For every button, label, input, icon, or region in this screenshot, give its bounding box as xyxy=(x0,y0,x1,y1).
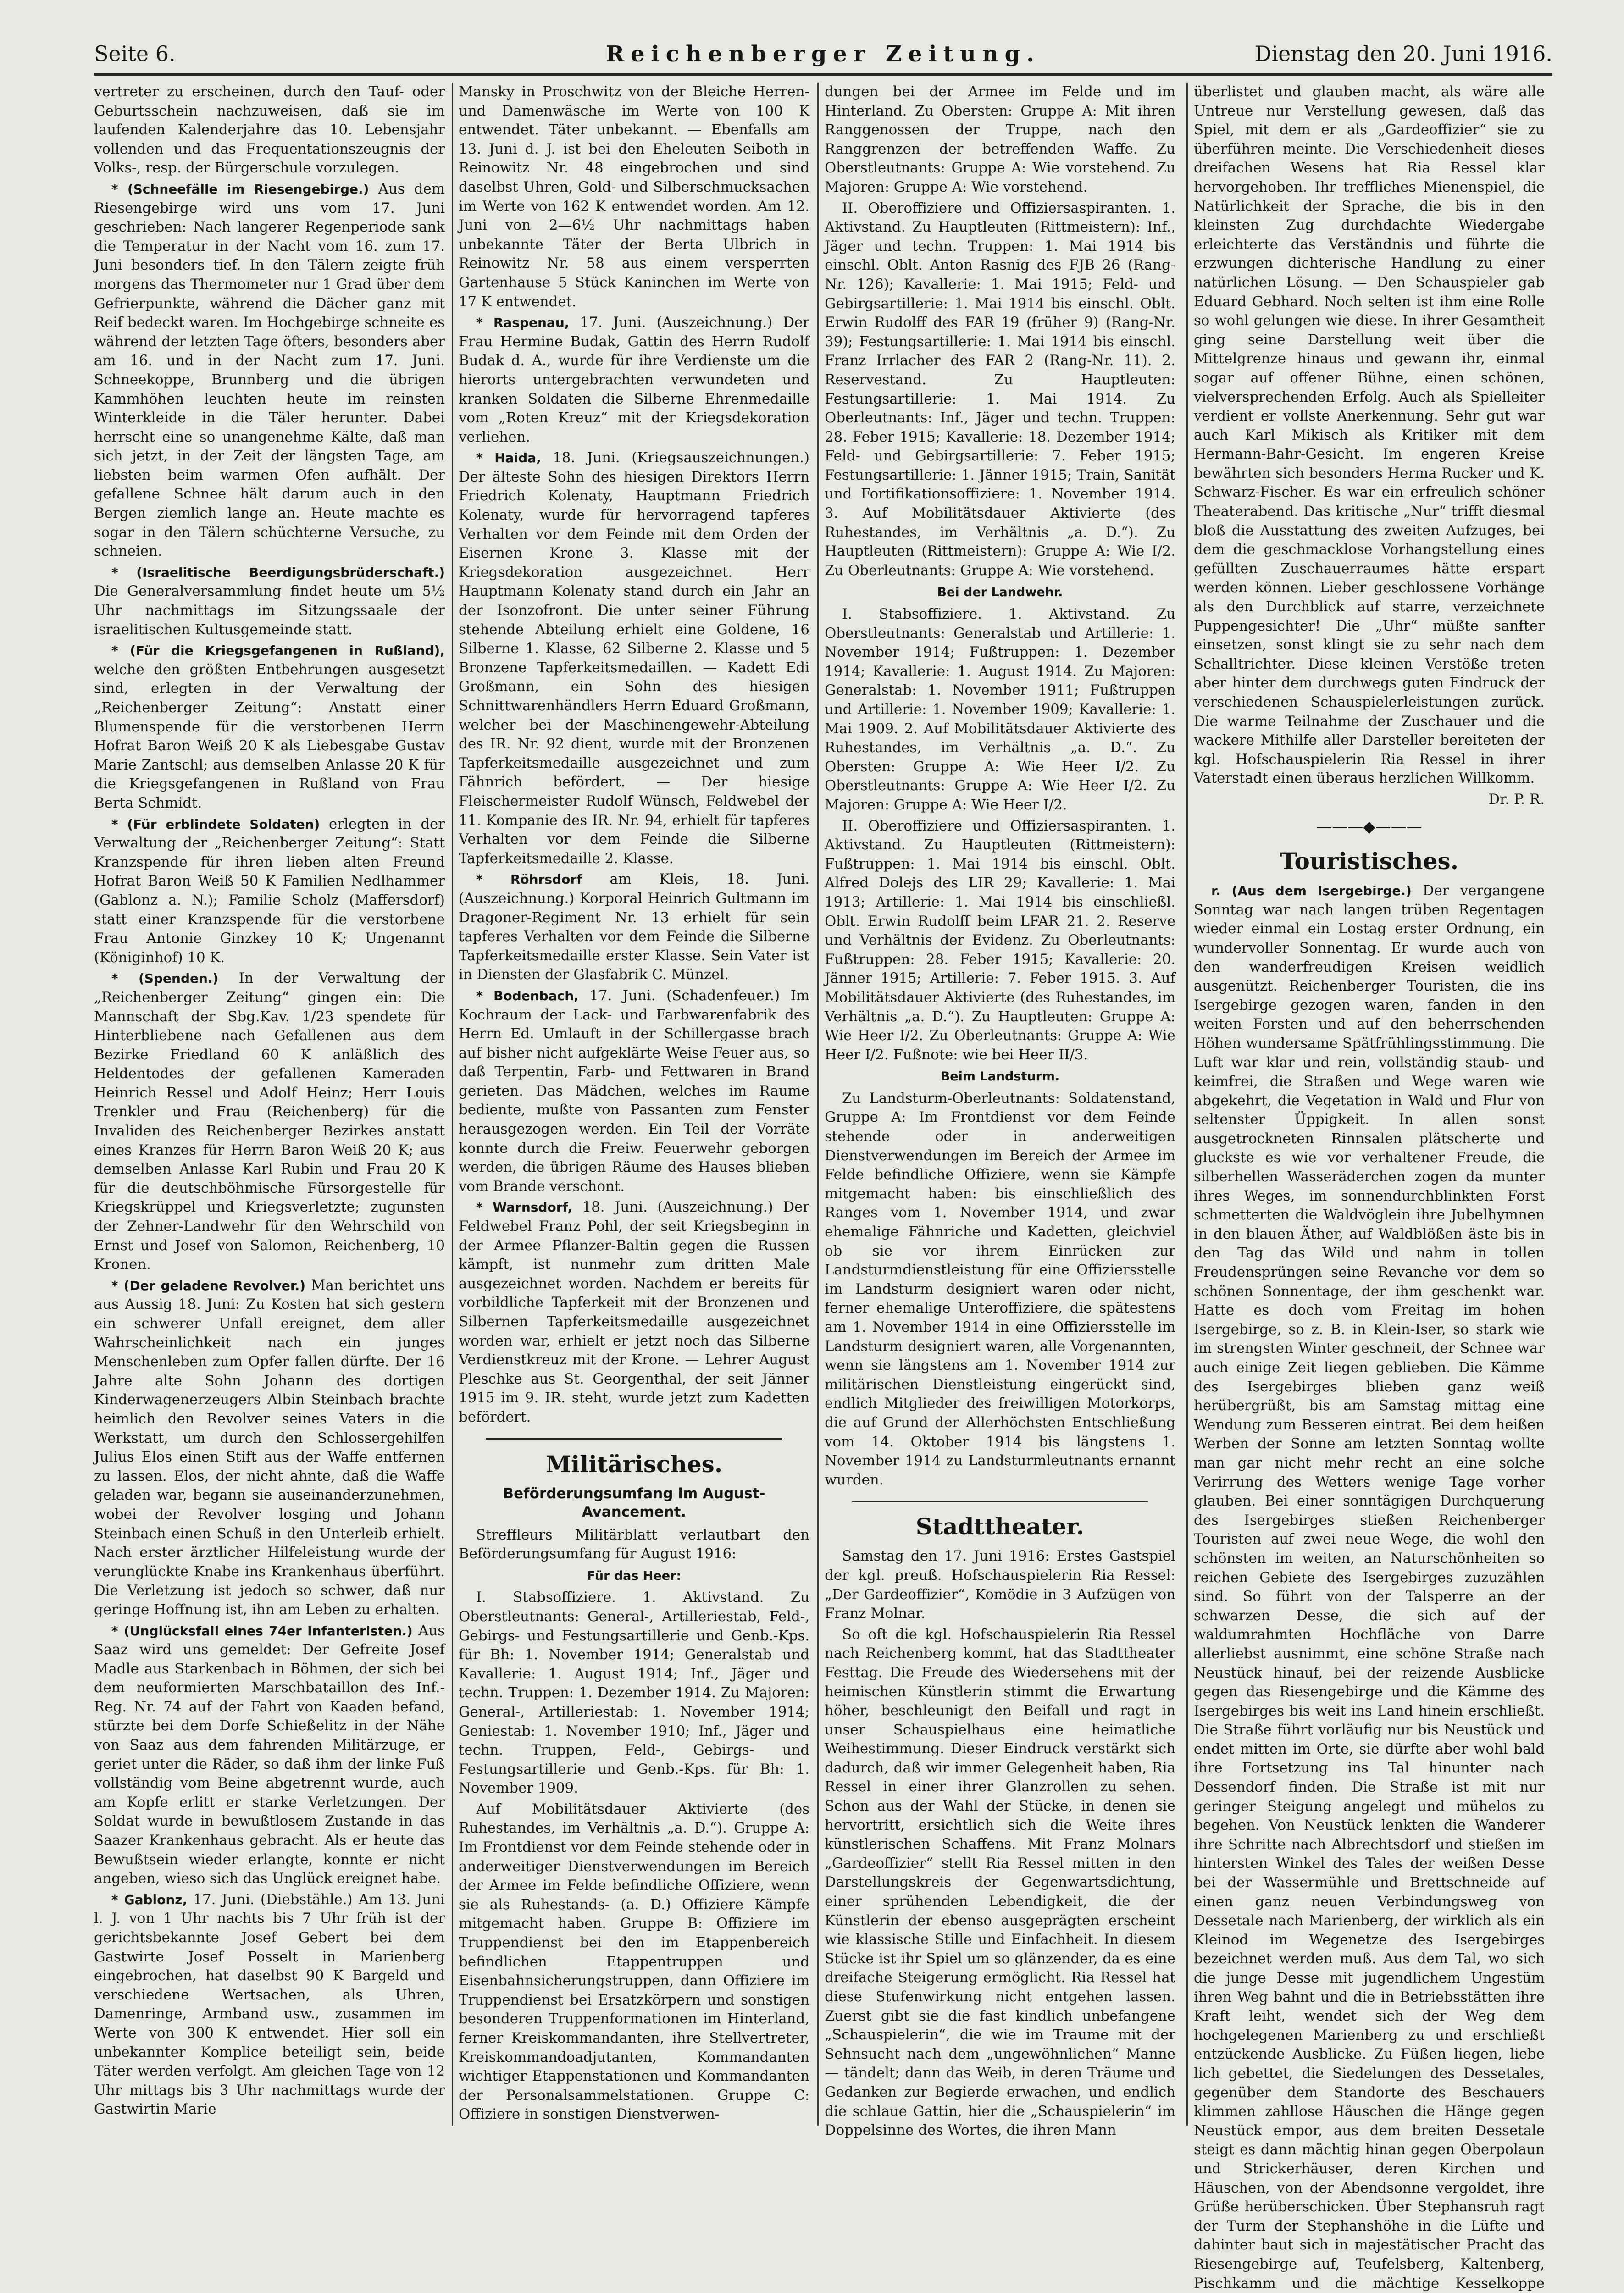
article-headline: * (Unglücksfall eines 74er Infanteristen.) xyxy=(111,1623,413,1639)
paragraph: I. Stabsoffiziere. 1. Aktivstand. Zu Oberstleutnants: Generalstab und Artillerie: 1. November 1914; Fußtruppen: 1. Dezember 1914; Kavallerie: 1. August 1914. Zu Majoren: Generalstab: 1. November 1911; Fußtruppen und Artillerie: 1. November 1909; Kavallerie: 1. Mai 1909. 2. Auf Mobilitätsdauer Aktivierte des Ruhestandes, im Verhältnis „a. D.“. Zu Obersten: Gruppe A: Wie Heer I/2. Zu Oberstleutnants: Gruppe A: Wie Heer I/2. Zu Majoren: Gruppe A: Wie Heer I/2. xyxy=(825,606,1175,813)
article-headline: * (Der geladene Revolver.) xyxy=(111,1278,306,1293)
article-body: Aus Saaz wird uns gemeldet: Der Gefreite Josef Madle aus Starkenbach in Böhmen, der sich bei dem neuformierten Marschbataillon des Inf.-Reg. Nr. 74 auf der Fahrt von Kaaden befand, stürzte bei dem Dorfe Schießelitz in der Nähe von Saaz aus dem fahrenden Militärzuge, er geriet unter die Räder, so daß ihm der linke Fuß vollständig vom Beine abgetrennt wurde, auch am Kopfe erlitt er starke Verletzungen. Der Soldat wurde in bewußtlosem Zustande in das Saazer Krankenhaus gebracht. Als er heute das Bewußtsein wieder erlangte, konnte er nicht angeben, wieso sich das Unglück ereignet habe. xyxy=(94,1622,445,1887)
paragraph: I. Stabsoffiziere. 1. Aktivstand. Zu Oberstleutnants: General-, Artilleriestab, Feld-, Gebirgs- und Festungsartillerie und Genb.-Kps. für Bh: 1. November 1914; Generalstab und Kavallerie: 1. August 1914; Inf., Jäger und techn. Truppen: 1. Dezember 1914. Zu Majoren: General-, Artilleriestab: 1. November 1914; Geniestab: 1. November 1910; Inf., Jäger und techn. Truppen, Feld-, Gebirgs- und Festungsartillerie und Genb.-Kps. für Bh: 1. November 1909. xyxy=(459,1589,809,1797)
article-roehrsdorf xyxy=(459,870,809,985)
paragraph: Samstag den 17. Juni 1916: Erstes Gastspiel der kgl. preuß. Hofschauspielerin Ria Ressel: „Der Gardeoffizier“, Komödie in 3 Aufzügen von Franz Molnar. xyxy=(825,1548,1175,1622)
article-body: 17. Juni. (Diebstähle.) Am 13. Juni l. J. von 1 Uhr nachts bis 7 Uhr früh ist der gerichtsbekannte Josef Gebert bei dem Gastwirte Josef Posselt in Marienberg eingebrochen, hat daselbst 90 K Bargeld und verschiedene Wertsachen, als Uhren, Damenringe, Armband usw., zusammen im Werte von 300 K entwendet. Hier soll ein unbekannter Komplice beteiligt sein, beide Täter werden verfolgt. Am gleichen Tage von 12 Uhr mittags bis 3 Uhr nachmittags wurde der Gastwirtin Marie xyxy=(94,1891,445,2118)
paragraph: Auf Mobilitätsdauer Aktivierte (des Ruhestandes, im Verhältnis „a. D.“). Gruppe A: Im Frontdienst vor dem Feinde stehende oder in anderweitiger Dienstverwendungen im Bereich der Armee im Felde befindliche Offiziere, wenn sie als Ruhestands- (a. D.) Offiziere Kämpfe mitgemacht haben. Gruppe B: Offiziere im Truppendienst bei den im Etappenbereich befindlichen Etappentruppen und Eisenbahnsicherungstruppen, dann Offiziere im Truppendienst bei Ersatzkörpern und sonstigen besonderen Truppenformationen im Hinterland, ferner Kreiskommandanten, ihre Stellvertreter, Kreiskommandoadjutanten, Kommandanten wichtiger Etappenstationen und Kommandanten der Personalsammelstationen. Gruppe C: Offiziere in sonstigen Dienstverwen- xyxy=(459,1800,809,2123)
column-4 xyxy=(1194,83,1545,2292)
article-bodenbach xyxy=(459,986,809,1196)
paragraph: So oft die kgl. Hofschauspielerin Ria Ressel nach Reichenberg kommt, hat das Stadttheater Festtag. Die Freude des Wiedersehens mit der heimischen Künstlerin stimmt die Erwartung höher, beschleunigt den Beifall und ragt in unser Schauspielhaus eine heimatliche Weihestimmung. Dieser Eindruck verstärkt sich dadurch, daß wir immer Gelegenheit haben, Ria Ressel in einer ihrer Glanzrollen zu sehen. Schon aus der Wahl der Stücke, in denen sie hervortritt, ersichtlich sich die Weite ihres künstlerischen Schaffens. Mit Franz Molnars „Gardeoffizier“ stellt Ria Ressel mitten in den Darstellungskreis der Gegenwartsdichtung, einer sprühenden Lebendigkeit, die der Künstlerin der ebenso ausgeprägten erscheint wie klassische Stille und Einfachheit. In diesem Stücke ist ihr Spiel um so glänzender, da es eine dreifache Steigerung ermöglicht. Ria Ressel hat diese Stufenwirkung nicht entgehen lassen. Zuerst gibt sie die fast kindlich unbefangene „Schauspielerin“, die wie im Traume mit der Sehnsucht nach dem „ungewöhnlichen“ Manne — tändelt; dann das Weib, in deren Träume und Gedanken zur Begierde erwachen, und endlich die schlaue Gattin, hier die „Schauspielerin“ im Doppelsinne des Wortes, die ihren Mann xyxy=(825,1626,1175,2139)
subheading-army: Für das Heer: xyxy=(587,1568,682,1583)
subheading-promotions: Beförderungsumfang im August-Avancement. xyxy=(503,1485,765,1520)
article-warnsdorf xyxy=(459,1198,809,1427)
article-headline: * Warnsdorf, xyxy=(476,1200,572,1215)
article-pow-russia xyxy=(94,641,445,813)
article-isergebirge xyxy=(1194,881,1545,2293)
section-divider xyxy=(486,1438,782,1440)
paragraph: Zu Landsturm-Oberleutnants: Soldatenstand, Gruppe A: Im Frontdienst vor dem Feinde stehende oder in anderweitigen Dienstverwendungen im Bereich der Armee im Felde befindliche Offiziere, wenn sie Kämpfe mitgemacht haben: bis einschließlich des Ranges vom 1. November 1914, und zwar ehemalige Fähnriche und Kadetten, gleichviel ob sie vor ihrem Einrücken zur Landsturmdienstleistung für eine Offiziersstelle im Landsturm designiert waren oder nicht, ferner ehemalige Unteroffiziere, die spätestens am 1. November 1914 in eine Offiziersstelle im Landsturm designiert waren, alle Vorgenannten, wenn sie längstens am 1. November 1914 zur militärischen Dienstleistung eingerückt sind, endlich Mitglieder des freiwilligen Motorkorps, die auf Grund der Allerhöchsten Entschließung vom 14. Oktober 1914 bis längstens 1. November 1914 zu Landsturmleutnants ernannt wurden. xyxy=(825,1090,1175,1488)
column-rule xyxy=(452,83,453,2126)
article-haida xyxy=(459,449,809,868)
article-gablonz xyxy=(94,1890,445,2119)
masthead xyxy=(94,41,1552,76)
section-heading-touristic: Touristisches. xyxy=(1280,847,1459,875)
column-rule xyxy=(1186,83,1188,2126)
section-heading-military: Militärisches. xyxy=(545,1450,723,1478)
paragraph: II. Oberoffiziere und Offiziersaspiranten. 1. Aktivstand. Zu Hauptleuten (Rittmeistern): Inf., Jäger und techn. Truppen: 1. Mai 1914 bis einschl. Oblt. Anton Rasnig des FJB 26 (Rang-Nr. 126); Kavallerie: 1. Mai 1915; Feld- und Gebirgsartillerie: 1. Mai 1914 bis einschl. Oblt. Erwin Rudolff des FAR 19 (früher 9) (Rang-Nr. 39); Festungsartillerie: 1. Mai 1914 bis einschl. Franz Irrlacher des FAR 2 (Rang-Nr. 11). 2. Reservestand. Zu Hauptleuten: Festungsartillerie: 1. Mai 1914. Zu Oberleutnants: Inf., Jäger und techn. Truppen: 28. Feber 1915; Kavallerie: 18. Dezember 1914; Feld- und Gebirgsartillerie: 7. Feber 1915; Festungsartillerie: 1. Jänner 1915; Train, Sanität und Fortifikationsoffiziere: 1. November 1914. 3. Auf Mobilitätsdauer Aktivierte (des Ruhestandes, im Verhältnis „a. D.“). Zu Hauptleuten (Rittmeistern): Gruppe A: Wie I/2. Zu Oberleutnants: Gruppe A: Wie vorstehend. xyxy=(825,199,1175,579)
column-3 xyxy=(825,83,1175,2139)
article-revolver xyxy=(94,1276,445,1620)
column-1 xyxy=(94,83,445,2132)
article-continuation: Mansky in Proschwitz von der Bleiche Herren- und Damenwäsche im Werte von 100 K entwendet. Täter unbekannt. — Ebenfalls am 13. Juni d. J. ist bei den Eheleuten Seiboth in Reinowitz Nr. 48 eingebrochen und sind daselbst Uhren, Gold- und Silberschmucksachen im Werte von 162 K entwendet worden. Am 12. Juni von 2—6½ Uhr nachmittags haben unbekannte Täter der Berta Ulbrich in Reinowitz Nr. 58 aus einem versperrten Gartenhause 5 Stück Kaninchen im Werte von 17 K entwendet. xyxy=(459,83,809,310)
article-burial-society xyxy=(94,563,445,639)
issue-date: Dienstag den 20. Juni 1916. xyxy=(1254,41,1552,66)
article-headline: * (Israelitische Beerdigungsbrüderschaft.) xyxy=(111,565,445,580)
article-body: Aus dem Riesengebirge wird uns vom 17. Juni geschrieben: Nach langerer Regenperiode sank die Temperatur in der Nacht vom 16. zum 17. Juni besonders tief. In den Tälern zeigte früh morgens das Thermometer nur 1 Grad über dem Gefrierpunkte, während die Dächer ganz mit Reif bedeckt waren. Im Hochgebirge schneite es während der letzten Tage öfters, besonders aber am 16. und in der Nacht zum 17. Juni. Schneekoppe, Brunnberg und die übrigen Kammhöhen leuchten heute im reinsten Winterkleide in die Täler herunter. Dabei herrscht eine so unangenehme Kälte, daß man sich jetzt, in der Zeit der längsten Tage, am liebsten beim warmen Ofen aufhält. Der gefallene Schnee hält darum auch in den Bergen ziemlich lange an. Heute machte es sogar in den Tälern schüchterne Versuche, zu schneien. xyxy=(94,180,445,560)
article-body: erlegten in der Verwaltung der „Reichenberger Zeitung“: Statt Kranzspende für ihren lieben alten Freund Hofrat Baron Weiß 50 K Familien Nedlhammer (Gablonz a. N.); Familie Scholz (Maffersdorf) statt einer Kranzspende für die verstorbene Frau Antonie Ginzkey 10 K; Ungenannt (Königinhof) 10 K. xyxy=(94,815,445,966)
article-body: 18. Juni. (Kriegsauszeichnungen.) Der älteste Sohn des hiesigen Direktors Herrn Friedrich Kolenaty, Hauptmann Friedrich Kolenaty, wurde für hervorragend tapferes Verhalten vor dem Feinde mit dem Orden der Eisernen Krone 3. Klasse mit der Kriegsdekoration ausgezeichnet. Herr Hauptmann Kolenaty stand durch ein Jahr an der Isonzofront. Die unter seiner Führung stehende Abteilung erhielt eine Goldene, 16 Silberne 1. Klasse, 62 Silberne 2. Klasse und 5 Bronzene Tapferkeitsmedaillen. — Kadett Edi Großmann, ein Sohn des hiesigen Schnittwarenhändlers Herrn Eduard Großmann, welcher bei der Maschinengewehr-Abteilung des IR. Nr. 92 dient, wurde mit der Bronzenen Tapferkeitsmedaille ausgezeichnet und zum Fähnrich befördert. — Der hiesige Fleischermeister Rudolf Wünsch, Feldwebel der 11. Kompanie des IR. Nr. 94, erhielt für tapferes Verhalten vor dem Feinde die Silberne Tapferkeitsmedaille 2. Klasse. xyxy=(459,449,809,867)
section-divider xyxy=(852,1501,1148,1502)
article-body: am Kleis, 18. Juni. (Auszeichnung.) Korporal Heinrich Gultmann im Dragoner-Regiment Nr. 13 erhielt für sein tapferes Verhalten vor dem Feinde die Silberne Tapferkeitsmedaille erster Klasse. Sein Vater ist in Diensten der Glasfabrik C. Münzel. xyxy=(459,871,809,983)
page-number: Seite 6. xyxy=(94,41,176,66)
column-rule xyxy=(817,83,819,2126)
article-headline: * Bodenbach, xyxy=(476,988,579,1003)
article-body: 17. Juni. (Auszeichnung.) Der Frau Hermine Budak, Gattin des Herrn Rudolf Budak d. A., wurde für ihre Verdienste um die hierorts untergebrachten verwundeten und kranken Soldaten die Silberne Ehrenmedaille vom „Roten Kreuz“ mit der Kriegsdekoration verliehen. xyxy=(459,314,809,445)
subheading-landwehr: Bei der Landwehr. xyxy=(937,585,1063,600)
subheading-landsturm: Beim Landsturm. xyxy=(940,1069,1060,1084)
article-body: In der Verwaltung der „Reichenberger Zeitung“ gingen ein: Die Mannschaft der Sbg.Kav. 1/23 spendete für Hinterbliebene nach Gefallenen aus dem Bezirke Friedland 60 K anläßlich des Heldentodes der gefallenen Kameraden Heinrich Ressel und Adolf Heinz; Herr Louis Trenkler und Frau (Reichenberg) für die Invaliden des Reichenberger Bezirkes anstatt eines Kranzes für Herrn Baron Weiß 20 K; aus demselben Anlasse Karl Rubin und Frau 20 K für die deutschböhmische Fürsorgestelle für Kriegskrüppel und Kriegsverletzte; zugunsten der Zehner-Landwehr für den Wehrschild von Ernst und Josef von Salomon, Reichenberg, 10 Kronen. xyxy=(94,970,445,1273)
article-body: welche den größten Entbehrungen ausgesetzt sind, erlegten in der Verwaltung der „Reichenberger Zeitung“: Anstatt einer Blumenspende für die verstorbenen Herrn Hofrat Baron Weiß 20 K als Liebesgabe Gustav Marie Zantschl; aus demselben Anlasse 20 K für die Kriegsgefangenen in Rußland von Frau Berta Schmidt. xyxy=(94,661,445,811)
newspaper-title: Reichenberger Zeitung. xyxy=(606,41,1041,67)
article-headline: * Haida, xyxy=(476,450,541,466)
article-donations xyxy=(94,969,445,1274)
article-headline: * Röhrsdorf xyxy=(476,872,582,887)
column-2 xyxy=(459,83,809,2132)
paragraph: dungen bei der Armee im Felde und im Hinterland. Zu Obersten: Gruppe A: Mit ihren Ranggenossen der Truppe, nach den Ranggrenzen der betreffenden Waffe. Zu Oberstleutnants: Gruppe A: Wie vorstehend. Zu Majoren: Gruppe A: Wie vorstehend. xyxy=(825,83,1175,195)
paragraph: Streffleurs Militärblatt verlautbart den Beförderungsumfang für August 1916: xyxy=(459,1526,809,1562)
article-snowfall xyxy=(94,180,445,561)
article-headline: * (Schneefälle im Riesengebirge.) xyxy=(111,181,369,197)
ornament-divider: ———◆——— xyxy=(1316,817,1422,836)
article-headline: * (Für erblindete Soldaten) xyxy=(111,816,320,832)
article-accident xyxy=(94,1622,445,1889)
paragraph: II. Oberoffiziere und Offiziersaspiranten. 1. Aktivstand. Zu Hauptleuten (Rittmeistern): Fußtruppen: 1. Mai 1914 bis einschl. Oblt. Alfred Dolejs des LIR 29; Kavallerie: 1. Mai 1913; Artillerie: 1. Mai 1914 bis einschließl. Oblt. Erwin Rudolff beim LFAR 21. 2. Reserve und Verhältnis der Evidenz. Zu Oberleutnants: Fußtruppen: 28. Feber 1915; Kavallerie: 20. Jänner 1915; Artillerie: 7. Feber 1915. 3. Auf Mobilitätsdauer Aktivierte (des Ruhestandes, im Verhältnis „a. D.“). Zu Hauptleuten: Gruppe A: Wie Heer I/2. Zu Oberleutnants: Gruppe A: Wie Heer I/2. Fußnote: wie bei Heer II/3. xyxy=(825,817,1175,1063)
article-headline: r. (Aus dem Isergebirge.) xyxy=(1211,883,1412,899)
author-signature: Dr. P. R. xyxy=(1488,791,1545,808)
paragraph: überlistet und glauben macht, als wäre alle Untreue nur Verstellung gewesen, daß das Spiel, mit dem er als „Gardeoffizier“ sie zu überführen meinte. Die Verschiedenheit dieses dreifachen Wesens hat Ria Ressel klar hervorgehoben. Ihr treffliches Mienenspiel, die Natürlichkeit der Sprache, die bis in den kleinsten Zug durchdachte Wiedergabe erleichterte das Verständnis und führte die erzwungen dichterische Handlung zu einer natürlichen Lösung. — Den Schauspieler gab Eduard Gebhard. Noch selten ist ihm eine Rolle so wohl gelungen wie diese. In ihrer Gesamtheit ging seine Darstellung weit über die Mittelgrenze hinaus und gewann ihr, einmal sogar auf offener Bühne, einen schönen, vielversprechenden Erfolg. Auch als Spielleiter verdient er vollste Anerkennung. Sehr gut war auch Karl Mikisch als Kritiker mit dem Hermann-Bahr-Gesicht. Im engeren Kreise bewährten sich besonders Herma Rucker und K. Schwarz-Fischer. Es war ein erfreulich schöner Theaterabend. Das kritische „Nur“ trifft diesmal bloß die Ausstattung des zweiten Aufzuges, bei dem die geschmacklose Vorhangstellung eines gefüllten Zuschauerraumes hätte erspart werden können. Lieber geschlossene Vorhänge als den Durchblick auf starre, verzeichnete Puppengesichter! Die „Uhr“ müßte sanfter einsetzen, sonst klingt sie zu sehr nach dem Schalltrichter. Diese kleinen Verstöße treten aber hinter dem durchwegs guten Eindruck der verschiedenen Schauspielerleistungen zurück. Die warme Teilnahme der Zuschauer und die wackere Mithilfe aller Darsteller bereiteten der kgl. Hofschauspielerin Ria Ressel in ihrer Vaterstadt einen überaus herzlichen Willkomm. xyxy=(1194,83,1545,787)
article-body: Der vergangene Sonntag war nach langen trüben Regentagen wieder einmal ein Lostag erster Ordnung, ein wundervoller Sonnentag. Er wurde auch von den wanderfreudigen Kreisen weidlich ausgenützt. Reichenberger Touristen, die ins Isergebirge gezogen waren, fanden in den weiten Forsten und auf den beherrschenden Höhen wundersame Spätfrühlingsstimmung. Die Luft war klar und rein, vollständig staub- und keimfrei, die Straßen und Wege waren wie abgekehrt, die Vegetation in Wald und Flur von seltenster Üppigkeit. In allen sonst ausgetrockneten Rinnsalen plätscherte und gluckste es wie vor verhaltener Freude, die silberhellen Wasseräderchen zogen da munter ihres Weges, im sonnendurchblinkten Forst schmetterten die Waldvöglein ihre Jubelhymnen in den blauen Äther, auf Waldblößen äste bis in den Tag das Wild und nahm in tollen Freudensprüngen seine Revanche vor dem so schönen Sonnentage, der ihm geschenkt war. Hatte es doch vom Freitag im hohen Isergebirge, so z. B. in Klein-Iser, so stark wie im strengsten Winter geschneit, der Schnee war auch einige Zeit liegen geblieben. Die Kämme des Isergebirges blieben ganz weiß herübergrüßt, bis am Samstag mittag eine Wendung zum Besseren eintrat. Bei dem heißen Werben der Sonne am letzten Sonntag wollte man gar nicht mehr recht an eine solche Verirrung des Wetters wenige Tage vorher glauben. Bei einer sonntägigen Durchquerung des Isergebirges stießen Reichenberger Touristen auf zwei neue Wege, die wohl den schönsten im weiten, an Naturschönheiten so reichen Gebiete des Isergebirges zuzuzählen sind. So führt von der Talsperre an der schwarzen Desse, die sich auf der waldumrahmten Hochfläche von Darre allerliebst ausnimmt, eine schöne Straße nach Neustück hinauf, bei der reizende Ausblicke gegen das Riesengebirge und die Kämme des Isergebirges bis weit ins Land hinein erschließt. Die Straße führt vorläufig nur bis Neustück und endet mitten im Orte, sie dürfte aber wohl bald ihre Fortsetzung ins Tal hinunter nach Dessendorf finden. Die Straße ist mit nur geringer Steigung angelegt und mühelos zu begehen. Von Neustück lenkten die Wanderer ihre Schritte nach Albrechtsdorf und stießen im hintersten Winkel des Tales der weißen Desse bei der Wassermühle und Brettschneide auf einen ganz neuen Verbindungsweg von Dessetale nach Marienberg, der wirklich als ein Kleinod im Wegenetze des Isergebirges bezeichnet werden muß. Aus dem Tal, wo sich die junge Desse mit jugendlichem Ungestüm ihren Weg bahnt und die in Betriebsstätten ihre Kraft leiht, wendet sich der Weg dem hochgelegenen Marienberg zu und erschließt entzückende Ausblicke. Zu Füßen liegen, liebe lich gebettet, die Siedelungen des Dessetales, gegenüber dem Standorte des Beschauers klimmen zahllose Häuschen die Hänge gegen Neustück empor, aus dem breiten Dessetale steigt es dann mächtig hinan gegen Oberpolaun und Strickerhäuser, deren Kirchen und Häuschen, von der Abendsonne vergoldet, ihre Grüße herüberschicken. Über Stephansruh ragt der Turm der Stephanshöhe in die Lüfte und dahinter baut sich in majestätischer Pracht das Riesengebirge auf, Teufelsberg, Kaltenberg, Pischkamm und die mächtige Kesselkoppe xyxy=(1194,882,1545,2292)
article-headline: * Raspenau, xyxy=(476,315,570,331)
article-headline: * Gablonz, xyxy=(111,1892,188,1907)
article-body: 18. Juni. (Auszeichnung.) Der Feldwebel Franz Pohl, der seit Kriegsbeginn in der Armee Pflanzer-Baltin gegen die Russen kämpft, ist nunmehr zum dritten Male ausgezeichnet worden. Nachdem er bereits für vorbildliche Tapferkeit mit der Bronzenen und Silbernen Tapferkeitsmedaille ausgezeichnet worden war, erhielt er jetzt noch das Silberne Verdienstkreuz mit der Krone. — Lehrer August Pleschke aus St. Georgenthal, der seit Jänner 1915 im 9. IR. steht, wurde jetzt zum Kadetten befördert. xyxy=(459,1199,809,1425)
article-body: 17. Juni. (Schadenfeuer.) Im Kochraum der Lack- und Farbwarenfabrik des Herrn Ed. Umlauft in der Schillergasse brach auf bisher nicht aufgeklärte Weise Feuer aus, so daß Terpentin, Farb- und Fettwaren in Brand gerieten. Das Mädchen, welches im Raume bediente, mußte von Passanten zum Fenster herausgezogen werden. Ein Teil der Vorräte konnte durch die Freiw. Feuerwehr geborgen werden, die übrigen Räume des Hauses blieben vom Brande verschont. xyxy=(459,987,809,1195)
article-body: Die Generalversammlung findet heute um 5½ Uhr nachmittags im Sitzungssaale der israelitischen Kultusgemeinde statt. xyxy=(94,583,445,638)
article-blind-soldiers xyxy=(94,815,445,968)
article-headline: * (Für die Kriegsgefangenen in Rußland), xyxy=(111,643,445,659)
article-body: Man berichtet uns aus Aussig 18. Juni: Zu Kosten hat sich gestern ein schwerer Unfall ereignet, dem aller Wahrscheinlichkeit nach ein junges Menschenleben zum Opfer fallen dürfte. Der 16 Jahre alte Sohn Johann des dortigen Kinderwagenerzeugers Albin Steinbach brachte heimlich den Revolver seines Vaters in die Werkstatt, um durch den Schlossergehilfen Julius Elos einen Stift aus der Waffe entfernen zu lassen. Elos, der nicht ahnte, daß die Waffe geladen war, begann sie auseinanderzunehmen, wobei der Revolver losging und Johann Steinbach einen Schuß in den Unterleib erhielt. Nach erster ärztlicher Hilfeleistung wurde der verunglückte Knabe ins Krankenhaus überführt. Die Verletzung ist jedoch so schwer, daß nur geringe Hoffnung ist, ihn am Leben zu erhalten. xyxy=(94,1277,445,1618)
section-heading-theater: Stadttheater. xyxy=(915,1513,1085,1540)
article-headline: * (Spenden.) xyxy=(111,971,219,986)
article-raspenau xyxy=(459,313,809,447)
article-continuation: vertreter zu erscheinen, durch den Tauf- oder Geburtsschein nachzuweisen, daß sie im laufenden Kalenderjahre das 10. Lebensjahr vollenden und das Frequentationszeugnis der Volks-, resp. der Bürgerschule vorzulegen. xyxy=(94,83,445,177)
